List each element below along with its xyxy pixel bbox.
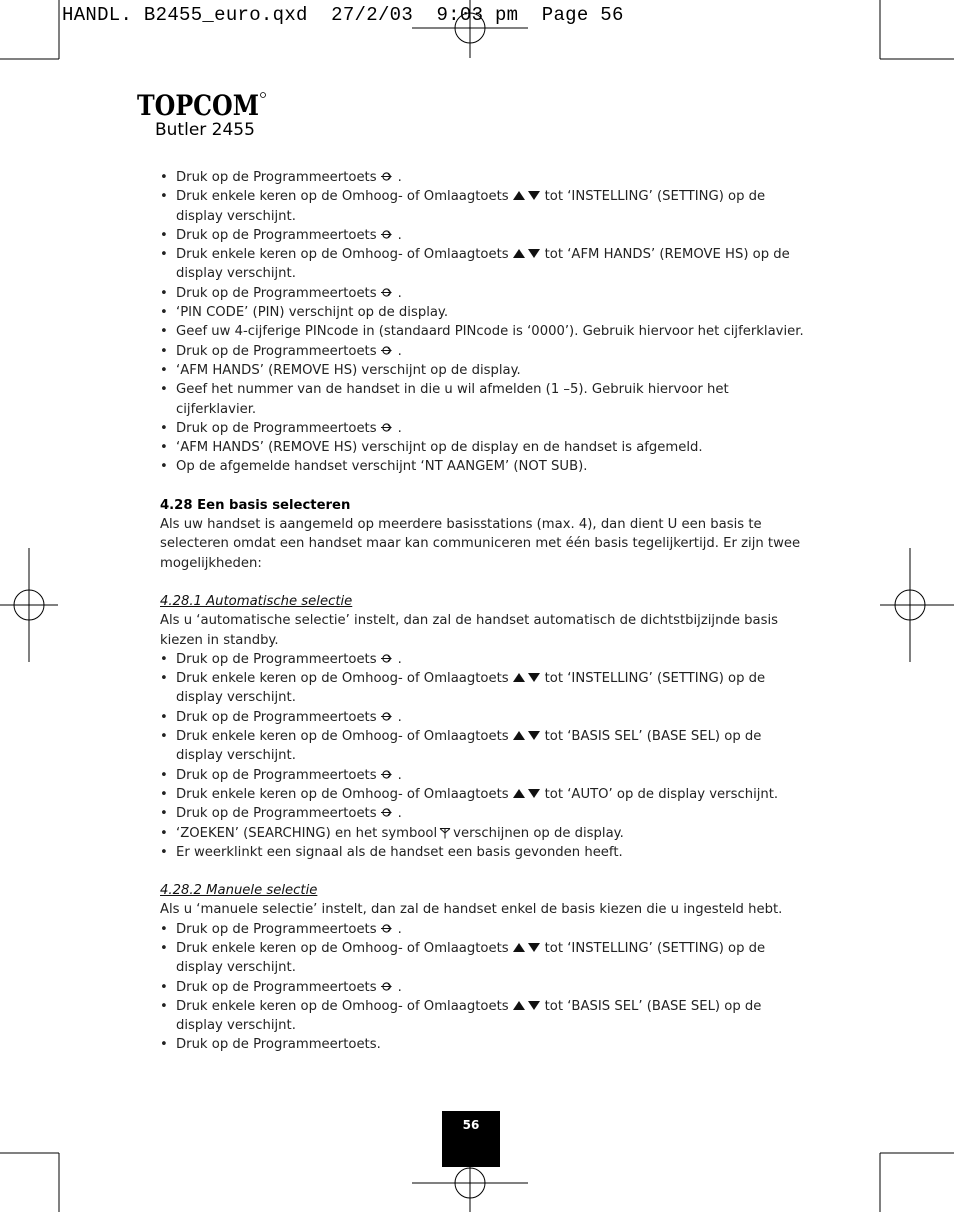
step-text: Druk enkele keren op de Omhoog- of Omlaagtoets	[176, 247, 509, 263]
subsection-heading-auto: 4.28.1 Automatische selectie	[160, 593, 353, 609]
step-text: ‘PIN CODE’ (PIN) verschijnt op de display.	[176, 305, 449, 321]
section-body: Als uw handset is aangemeld op meerdere basisstations (max. 4), dan dient U een basis te selecteren omdat een handset maar kan communiceren met één basis tegelijkertijd. Er zijn twee mogelijkheden:	[160, 517, 801, 571]
step-text: ‘AFM HANDS’ (REMOVE HS) verschijnt op de display en de handset is afgemeld.	[176, 440, 703, 456]
page-number: 56	[442, 1111, 500, 1167]
step-text-after: tot ‘BASIS SEL’ (BASE SEL) op de display verschijnt.	[176, 998, 762, 1034]
step-text-after: .	[397, 651, 402, 667]
manual-step	[160, 939, 805, 978]
intro-step	[160, 342, 805, 361]
product-name: Butler 2455	[155, 120, 255, 140]
intro-step	[160, 187, 805, 226]
program-key-icon	[377, 806, 398, 821]
up-down-arrows-icon	[509, 787, 545, 802]
step-text: Druk op de Programmeertoets	[176, 227, 377, 243]
step-text: Druk op de Programmeertoets.	[176, 1037, 381, 1053]
step-text-after: tot ‘INSTELLING’ (SETTING) op de display verschijnt.	[176, 940, 766, 976]
step-text: Druk enkele keren op de Omhoog- of Omlaagtoets	[176, 729, 509, 745]
step-text-after: .	[397, 343, 402, 359]
step-text: Druk op de Programmeertoets	[176, 806, 377, 822]
intro-step	[160, 457, 805, 476]
step-text: Druk op de Programmeertoets	[176, 651, 377, 667]
print-slug: HANDL. B2455_euro.qxd 27/2/03 9:03 pm Page 56	[62, 4, 624, 26]
topcom-logo	[137, 88, 267, 120]
up-down-arrows-icon	[509, 999, 545, 1014]
auto-step	[160, 766, 805, 785]
step-text: Druk enkele keren op de Omhoog- of Omlaagtoets	[176, 940, 509, 956]
step-text: Er weerklinkt een signaal als de handset een basis gevonden heeft.	[176, 844, 623, 860]
step-text: Geef uw 4-cijferige PINcode in (standaard PINcode is ‘0000’). Gebruik hiervoor het cijferklavier.	[176, 324, 804, 340]
intro-step	[160, 168, 805, 187]
step-text-after: .	[397, 170, 402, 185]
step-text: Druk op de Programmeertoets	[176, 979, 377, 995]
step-text: Druk op de Programmeertoets	[176, 420, 377, 436]
step-text: Op de afgemelde handset verschijnt ‘NT AANGEM’ (NOT SUB).	[176, 459, 588, 475]
step-text: Geef het nummer van de handset in die u wil afmelden (1 –5). Gebruik hiervoor het cijferklavier.	[176, 382, 729, 417]
program-key-icon	[377, 980, 398, 995]
step-text: Druk op de Programmeertoets	[176, 170, 377, 185]
intro-step	[160, 245, 805, 284]
program-key-icon	[377, 228, 398, 243]
step-text: Druk enkele keren op de Omhoog- of Omlaagtoets	[176, 189, 509, 205]
up-down-arrows-icon	[509, 247, 545, 262]
manual-content	[160, 168, 805, 1055]
topcom-logo-text: TOPCOM	[137, 89, 259, 120]
auto-step	[160, 669, 805, 708]
subsection-heading-manual: 4.28.2 Manuele selectie	[160, 883, 318, 899]
step-text-after: verschijnen op de display.	[453, 825, 624, 841]
intro-steps-list	[160, 168, 805, 477]
antenna-icon	[437, 826, 453, 841]
auto-step	[160, 785, 805, 804]
manual-step	[160, 920, 805, 939]
step-text: ‘AFM HANDS’ (REMOVE HS) verschijnt op de display.	[176, 362, 521, 378]
step-text: Druk op de Programmeertoets	[176, 709, 377, 725]
step-text-after: tot ‘AFM HANDS’ (REMOVE HS) op de display verschijnt.	[176, 247, 790, 282]
up-down-arrows-icon	[509, 941, 545, 956]
step-text: Druk op de Programmeertoets	[176, 285, 377, 301]
intro-step	[160, 380, 805, 419]
up-down-arrows-icon	[509, 729, 545, 744]
intro-step	[160, 419, 805, 438]
up-down-arrows-icon	[509, 671, 545, 686]
step-text-after: .	[397, 285, 402, 301]
auto-step	[160, 708, 805, 727]
auto-step	[160, 843, 805, 862]
manual-step	[160, 1035, 805, 1054]
step-text-after: .	[397, 420, 402, 436]
section-heading: 4.28 Een basis selecteren	[160, 497, 351, 513]
step-text: Druk op de Programmeertoets	[176, 343, 377, 359]
program-key-icon	[377, 170, 398, 185]
program-key-icon	[377, 421, 398, 436]
step-text: Druk op de Programmeertoets	[176, 921, 377, 937]
manual-steps-list	[160, 920, 805, 1055]
step-text-after: .	[397, 979, 402, 995]
step-text: Druk enkele keren op de Omhoog- of Omlaagtoets	[176, 998, 509, 1014]
step-text: Druk enkele keren op de Omhoog- of Omlaagtoets	[176, 671, 509, 687]
step-text-after: tot ‘AUTO’ op de display verschijnt.	[544, 786, 779, 802]
intro-step	[160, 226, 805, 245]
step-text: ‘ZOEKEN’ (SEARCHING) en het symbool	[176, 825, 438, 841]
program-key-icon	[377, 768, 398, 783]
step-text: Druk op de Programmeertoets	[176, 767, 377, 783]
up-down-arrows-icon	[509, 189, 545, 204]
auto-step	[160, 824, 805, 843]
auto-step	[160, 727, 805, 766]
intro-step	[160, 438, 805, 457]
auto-steps-list	[160, 650, 805, 862]
step-text-after: tot ‘INSTELLING’ (SETTING) op de display verschijnt.	[176, 671, 766, 706]
step-text-after: .	[397, 227, 402, 243]
intro-step	[160, 284, 805, 303]
intro-step	[160, 303, 805, 322]
manual-step	[160, 997, 805, 1036]
manual-step	[160, 978, 805, 997]
step-text-after: .	[397, 921, 402, 937]
step-text-after: .	[397, 806, 402, 822]
step-text-after: tot ‘INSTELLING’ (SETTING) op de display verschijnt.	[176, 189, 766, 224]
subsection-body-auto: Als u ‘automatische selectie’ instelt, dan zal de handset automatisch de dichtstbijzijnde basis kiezen in standby.	[160, 613, 778, 648]
step-text-after: tot ‘BASIS SEL’ (BASE SEL) op de display verschijnt.	[176, 729, 762, 764]
subsection-body-manual: Als u ‘manuele selectie’ instelt, dan zal de handset enkel de basis kiezen die u ingesteld hebt.	[160, 902, 783, 918]
intro-step	[160, 361, 805, 380]
intro-step	[160, 322, 805, 341]
auto-step	[160, 804, 805, 823]
step-text-after: .	[397, 709, 402, 725]
program-key-icon	[377, 344, 398, 359]
step-text: Druk enkele keren op de Omhoog- of Omlaagtoets	[176, 786, 509, 802]
program-key-icon	[377, 652, 398, 667]
auto-step	[160, 650, 805, 669]
program-key-icon	[377, 710, 398, 725]
program-key-icon	[377, 286, 398, 301]
program-key-icon	[377, 922, 398, 937]
step-text-after: .	[397, 767, 402, 783]
